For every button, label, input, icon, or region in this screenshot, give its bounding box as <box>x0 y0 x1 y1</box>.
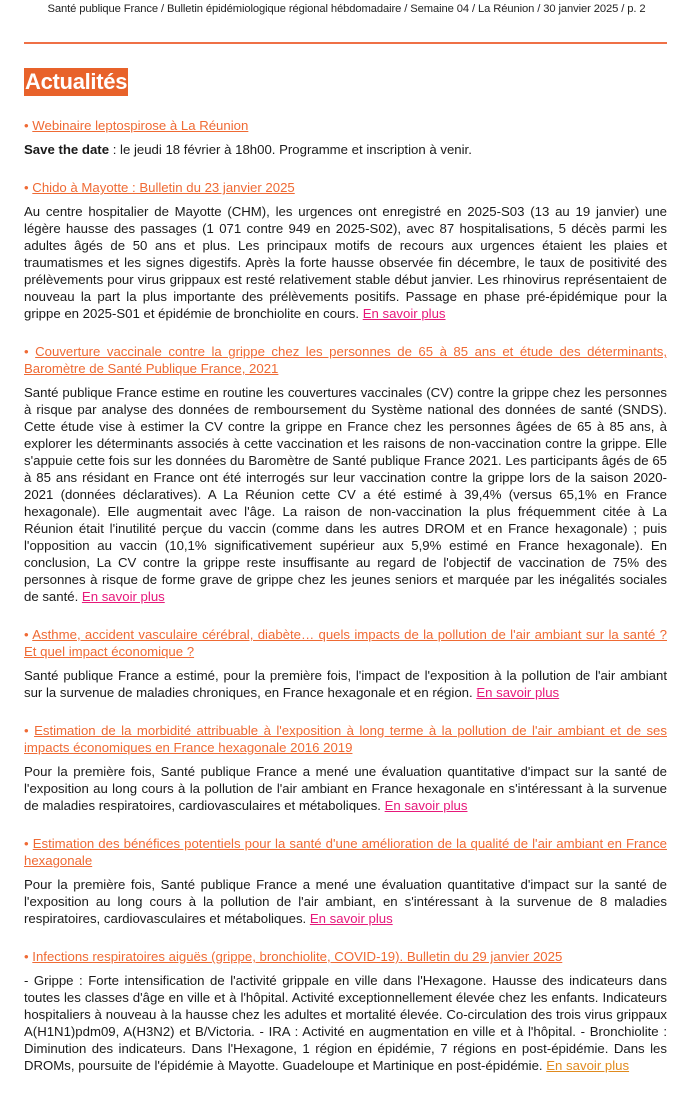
news-item-body <box>24 203 667 322</box>
news-item-morbidite-pollution <box>24 722 667 814</box>
news-item-text: Pour la première fois, Santé publique France a mené une évaluation quantitative d'impact sur la santé de l'exposition au long cours à la pollution de l'air ambiant en France hexagonale en s'intéressant à la survenue de maladies respiratoires, cardiovasculaires et métaboliques. <box>24 764 667 813</box>
bullet-icon: • <box>24 344 29 359</box>
news-item-text: Santé publique France estime en routine les couvertures vaccinales (CV) contre la grippe chez les personnes à risque par analyse des données de remboursement du Système national des données de santé (SNDS). Cette étude vise à estimer la CV contre la grippe en France chez les personnes âgées de 65 à 85 ans, à explorer les déterminants associés à cette vaccination et les raisons de non-vaccination contre la grippe. Elle s'appuie cette fois sur les données du Baromètre de Santé publique France 2021. Les participants âgés de 65 à 85 ans résidant en France ont été interrogés sur leur vaccination contre la grippe lors de la saison 2020-2021 (données déclaratives). A La Réunion cette CV a été estimé à 39,4% (versus 65,1% en France hexagonale). Elle augmentait avec l'âge. La raison de non-vaccination la plus fréquemment citée à La Réunion était l'inutilité perçue du vaccin (comme dans les autres DROM et en France hexagonale) ; puis l'opposition au vaccin (10,1% significativement supérieur aux 5,9% estimé en France hexagonale). En conclusion, La CV contre la grippe reste insuffisante au regard de l'objectif de vaccination de 75% des personnes à risque de forme grave de grippe chez les jeunes seniors et marquée par les inégalités sociales de santé. <box>24 385 667 604</box>
bullet-icon: • <box>24 627 29 642</box>
news-item-couverture-vaccinale <box>24 343 667 605</box>
news-title-link[interactable]: Infections respiratoires aiguës (grippe, bronchiolite, COVID-19). Bulletin du 29 janvier 2025 <box>32 949 563 964</box>
read-more-link[interactable]: En savoir plus <box>81 589 165 604</box>
running-header: Santé publique France / Bulletin épidémiologique régional hébdomadaire / Semaine 04 / La Réunion / 30 janvier 2025 / p. 2 <box>47 3 646 15</box>
news-item-heading <box>24 948 667 965</box>
read-more-link[interactable]: En savoir plus <box>546 1058 630 1073</box>
news-title-link[interactable]: Estimation des bénéfices potentiels pour la santé d'une amélioration de la qualité de l'air ambiant en France hexagonale <box>24 836 667 868</box>
bullet-icon: • <box>24 949 29 964</box>
news-item-body <box>24 876 667 927</box>
news-item-heading <box>24 343 667 377</box>
news-title-link[interactable]: Chido à Mayotte : Bulletin du 23 janvier 2025 <box>32 180 295 195</box>
news-item-chido-mayotte <box>24 179 667 322</box>
read-more-link[interactable]: En savoir plus <box>362 306 446 321</box>
news-title-link[interactable]: Asthme, accident vasculaire cérébral, diabète… quels impacts de la pollution de l'air ambiant sur la santé ? Et quel impact économique ? <box>24 627 667 659</box>
read-more-link[interactable]: En savoir plus <box>476 685 560 700</box>
news-item-pollution-impacts <box>24 626 667 701</box>
news-item-body <box>24 763 667 814</box>
bullet-icon: • <box>24 118 29 133</box>
header-divider <box>24 42 667 44</box>
news-item-heading <box>24 179 667 196</box>
section-title: Actualités <box>25 69 128 94</box>
read-more-link[interactable]: En savoir plus <box>309 911 393 926</box>
news-list <box>24 117 667 1095</box>
bullet-icon: • <box>24 723 29 738</box>
bullet-icon: • <box>24 180 29 195</box>
news-item-infections-respiratoires <box>24 948 667 1074</box>
news-item-text: Santé publique France a estimé, pour la première fois, l'impact de l'exposition à la pollution de l'air ambiant sur la survenue de maladies chroniques, en France hexagonale et en région. <box>24 668 667 700</box>
news-item-body <box>24 667 667 701</box>
news-item-body <box>24 972 667 1074</box>
bullet-icon: • <box>24 836 29 851</box>
news-item-heading <box>24 117 667 134</box>
news-item-text: Au centre hospitalier de Mayotte (CHM), les urgences ont enregistré en 2025-S03 (13 au 19 janvier) une légère hausse des passages (1 071 contre 949 en 2025-S02), avec 87 hospitalisations, 5 décès parmi les adultes âgés de 50 ans et plus. Les principaux motifs de recours aux urgences étaient les plaies et traumatismes et les signes digestifs. Après la forte hausse observée fin décembre, le taux de positivité des prélèvements pour virus grippaux est resté relativement stable début janvier. Les rhinovirus représentaient de nouveau la part la plus importante des prélèvements positifs. Passage en phase pré-épidémique pour la grippe en 2025-S01 et épidémie de bronchiolite en cours. <box>24 204 667 321</box>
news-item-benefices-qualite-air <box>24 835 667 927</box>
news-item-heading <box>24 722 667 756</box>
news-item-heading <box>24 626 667 660</box>
news-item-body <box>24 141 667 158</box>
news-item-text: Pour la première fois, Santé publique France a mené une évaluation quantitative d'impact sur la santé de l'exposition au long cours à la pollution de l'air ambiant, en s'intéressant à la survenue de 8 maladies respiratoires, cardiovasculaires et métaboliques. <box>24 877 667 926</box>
news-title-link[interactable]: Estimation de la morbidité attribuable à l'exposition à long terme à la pollution de l'air ambiant et de ses impacts économiques en France hexagonale 2016 2019 <box>24 723 667 755</box>
save-the-date-label: Save the date <box>24 142 110 157</box>
news-item-text: : le jeudi 18 février à 18h00. Programme et inscription à venir. <box>109 142 472 157</box>
news-title-link[interactable]: Couverture vaccinale contre la grippe chez les personnes de 65 à 85 ans et étude des déterminants, Baromètre de Santé Publique France, 2021 <box>24 344 667 376</box>
news-item-webinaire <box>24 117 667 158</box>
news-title-link[interactable]: Webinaire leptospirose à La Réunion <box>32 118 249 133</box>
read-more-link[interactable]: En savoir plus <box>384 798 468 813</box>
news-item-text: - Grippe : Forte intensification de l'activité grippale en ville dans l'Hexagone. Hausse des indicateurs dans toutes les classes d'âge en ville et à l'hôpital. Activité exceptionnellement élevée chez les enfants. Indicateurs hospitaliers à nouveau à la hausse chez les adultes et mortalité élevée. Co-circulation des trois virus grippaux A(H1N1)pdm09, A(H3N2) et B/Victoria. - IRA : Activité en augmentation en ville et à l'hôpital. - Bronchiolite : Diminution des indicateurs. Dans l'Hexagone, 1 région en épidémie, 7 régions en post-épidémie. Dans les DROMs, poursuite de l'épidémie à Mayotte. Guadeloupe et Martinique en post-épidémie. <box>24 973 667 1073</box>
news-item-body <box>24 384 667 605</box>
news-item-heading <box>24 835 667 869</box>
